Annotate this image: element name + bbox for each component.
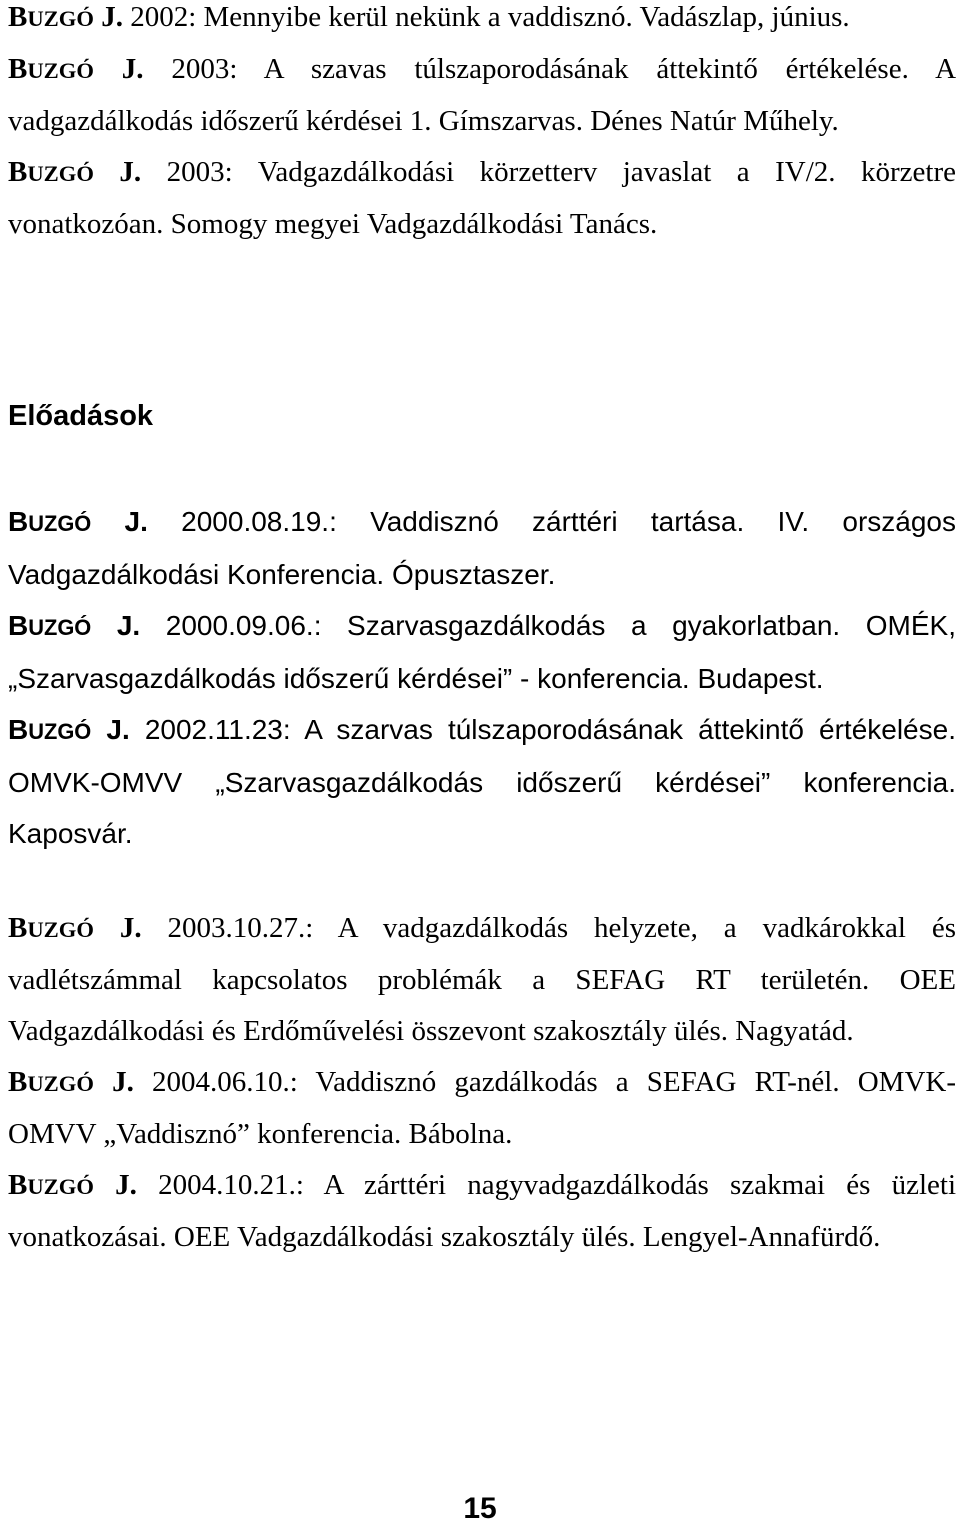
lecture-text: 2004.10.21.: A zárttéri nagyvadgazdálkodás szakmai és üzleti vonatkozásai. OEE Vadgazdálkodási szakosztály ülés. Lengyel-Annafürdő.: [8, 1169, 956, 1253]
lecture-entry: [8, 704, 956, 859]
lecture-author: BUZGÓ J.: [8, 1066, 134, 1098]
reference-author: BUZGÓ J.: [8, 53, 144, 85]
reference-text: 2002: Mennyibe kerül nekünk a vaddisznó. Vadászlap, június.: [122, 1, 850, 33]
reference-entry: [8, 147, 956, 250]
reference-author: BUZGÓ J.: [8, 156, 142, 188]
lecture-entry: [8, 496, 956, 600]
lecture-entry: [8, 600, 956, 704]
section-heading: Előadások: [8, 400, 154, 432]
reference-text: 2003: Vadgazdálkodási körzetterv javaslat a IV/2. körzetre vonatkozóan. Somogy megyei Vadgazdálkodási Tanács.: [8, 156, 957, 240]
lectures-list: [8, 496, 956, 859]
lectures-list-continued: [8, 903, 956, 1263]
lecture-text: 2000.08.19.: Vaddisznó zárttéri tartása. IV. országos Vadgazdálkodási Konferencia. Ópusztaszer.: [8, 506, 956, 590]
lecture-author: BUZGÓ J.: [8, 506, 148, 537]
lecture-author: BUZGÓ J.: [8, 912, 142, 944]
page-number: 15: [463, 1492, 497, 1525]
lecture-text: 2002.11.23: A szarvas túlszaporodásának áttekintő értékelése. OMVK-OMVV „Szarvasgazdálkodás időszerű kérdései” konferencia. Kaposvár.: [8, 714, 956, 849]
publications-list: [8, 0, 956, 250]
reference-author: BUZGÓ J.: [8, 1, 123, 33]
lecture-text: 2003.10.27.: A vadgazdálkodás helyzete, a vadkárokkal és vadlétszámmal kapcsolatos problémák a SEFAG RT területén. OEE Vadgazdálkodási és Erdőművelési összevont szakosztály ülés. Nagyatád.: [8, 912, 956, 1047]
reference-entry: [8, 0, 956, 44]
lecture-author: BUZGÓ J.: [8, 610, 141, 641]
lecture-entry: [8, 1057, 956, 1160]
reference-entry: [8, 44, 956, 147]
lecture-text: 2000.09.06.: Szarvasgazdálkodás a gyakorlatban. OMÉK, „Szarvasgazdálkodás időszerű kérdései” - konferencia. Budapest.: [8, 610, 956, 694]
lecture-entry: [8, 903, 956, 1057]
lecture-author: BUZGÓ J.: [8, 1169, 137, 1201]
lecture-entry: [8, 1160, 956, 1263]
lecture-text: 2004.06.10.: Vaddisznó gazdálkodás a SEFAG RT-nél. OMVK-OMVV „Vaddisznó” konferencia. Bábolna.: [8, 1066, 957, 1150]
lecture-author: BUZGÓ J.: [8, 714, 130, 745]
reference-text: 2003: A szavas túlszaporodásának áttekintő értékelése. A vadgazdálkodás időszerű kérdései 1. Gímszarvas. Dénes Natúr Műhely.: [8, 53, 957, 137]
